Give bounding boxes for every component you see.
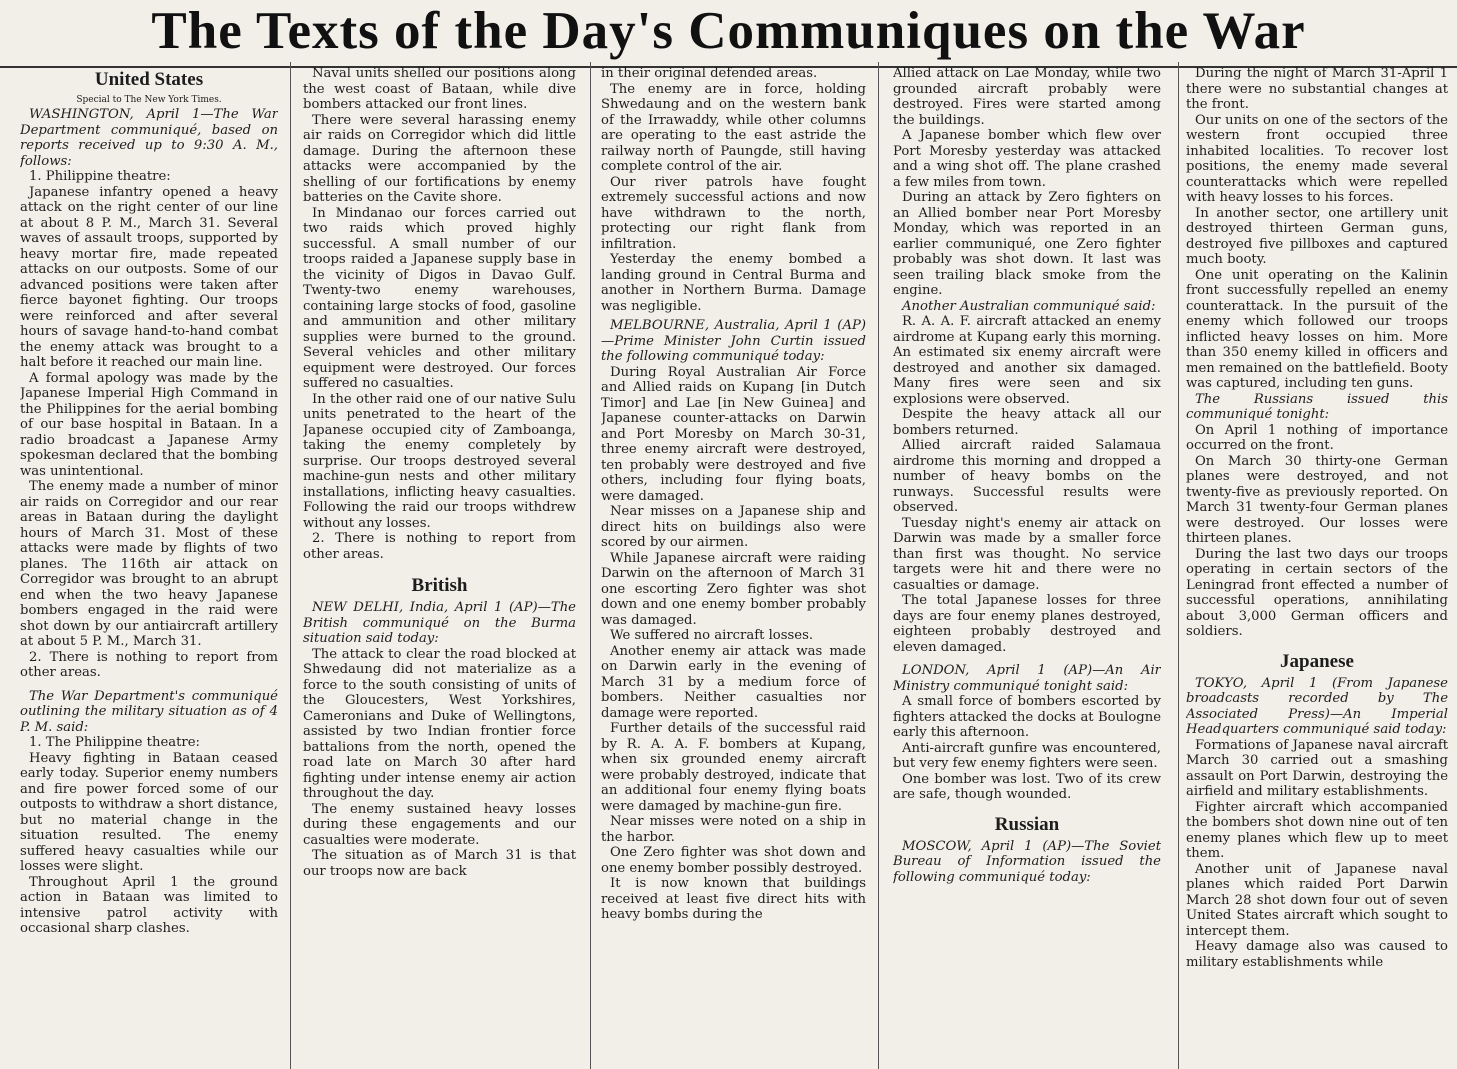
column-rule (1178, 62, 1179, 1069)
section-heading-british: British (411, 575, 468, 596)
paragraph: Despite the heavy attack all our bombers returned. (893, 407, 1161, 438)
paragraph: R. A. A. F. aircraft attacked an enemy airdrome at Kupang early this morning. An estimated six enemy aircraft were destroyed and another six damaged. Many fires were seen and six explosions were observed. (893, 314, 1161, 407)
paragraph: Near misses on a Japanese ship and direct hits on buildings also were scored by our airmen. (601, 504, 866, 550)
paragraph: During an attack by Zero fighters on an Allied bomber near Port Moresby Monday, which was reported in an earlier communiqué, one Zero fighter probably was shot down. It last was seen trailing black smoke from the engine. (893, 190, 1161, 298)
paragraph: While Japanese aircraft were raiding Darwin on the afternoon of March 31 one escorting Zero fighter was shot down and one enemy bomber probably was damaged. (601, 550, 866, 628)
paragraph: Another enemy air attack was made on Darwin early in the evening of March 31 by a medium force of bombers. Neither casualties nor damage were reported. (601, 643, 866, 721)
paragraph: The situation as of March 31 is that our troops now are back (303, 848, 576, 879)
column-5 (1186, 66, 1448, 1069)
paragraph: Near misses were noted on a ship in the harbor. (601, 814, 866, 845)
paragraph: One Zero fighter was shot down and one enemy bomber possibly destroyed. (601, 845, 866, 876)
column-2 (303, 66, 576, 1069)
paragraph: TOKYO, April 1 (From Japanese broadcasts recorded by The Associated Press)—An Imperial Headquarters communiqué said today: (1186, 675, 1448, 737)
paragraph: in their original defended areas. (601, 66, 818, 81)
paragraph: A small force of bombers escorted by fighters attacked the docks at Boulogne early this afternoon. (893, 694, 1161, 740)
paragraph: The enemy sustained heavy losses during these engagements and our casualties were moderate. (303, 801, 576, 848)
paragraph: WASHINGTON, April 1—The War Department communiqué, based on reports received up to 9:30 A. M., follows: (20, 107, 278, 169)
paragraph: Another unit of Japanese naval planes which raided Port Darwin March 28 shot down four out of seven United States aircraft which sought to intercept them. (1186, 861, 1448, 939)
paragraph: Fighter aircraft which accompanied the bombers shot down nine out of ten enemy planes which flew up to meet them. (1186, 799, 1448, 861)
paragraph: Yesterday the enemy bombed a landing ground in Central Burma and another in Northern Burma. Damage was negligible. (601, 252, 866, 314)
dateline-credit: Special to The New York Times. (76, 95, 222, 105)
paragraph: 2. There is nothing to report from other areas. (303, 531, 576, 562)
column-rule (590, 62, 591, 1069)
paragraph: NEW DELHI, India, April 1 (AP)—The British communiqué on the Burma situation said today: (303, 600, 576, 646)
column-4 (893, 66, 1161, 1069)
paragraph: Our units on one of the sectors of the western front occupied three inhabited localities. To recover lost positions, the enemy made several counterattacks which were repelled with heavy losses to his forces. (1186, 112, 1448, 205)
paragraph: 1. Philippine theatre: (29, 169, 171, 184)
paragraph: Heavy fighting in Bataan ceased early today. Superior enemy numbers and fire power forced some of our outposts to withdraw a short distance, but no material change in the situation resulted. The enemy suffered heavy casualties while our losses were slight. (20, 750, 278, 874)
paragraph: Another Australian communiqué said: (902, 298, 1156, 314)
paragraph: During the last two days our troops operating in certain sectors of the Leningrad front effected a number of successful operations, annihilating about 3,000 German officers and soldiers. (1186, 546, 1448, 639)
paragraph: During Royal Australian Air Force and Allied raids on Kupang [in Dutch Timor] and Lae [in New Guinea] and Japanese counter-attacks on Darwin and Port Moresby on March 30-31, three enemy aircraft were destroyed, ten probably were destroyed and five others, including four flying boats, were damaged. (601, 364, 866, 504)
paragraph: Further details of the successful raid by R. A. A. F. bombers at Kupang, when six grounded enemy aircraft were probably destroyed, indicate that an additional four enemy flying boats were damaged by machine-gun fire. (601, 721, 866, 814)
paragraph: 1. The Philippine theatre: (29, 735, 200, 750)
paragraph: The attack to clear the road blocked at Shwedaung did not materialize as a force to the south consisting of units of the Gloucesters, West Yorkshires, Cameronians and Duke of Wellingtons, assisted by two Indian frontier force battalions from the north, opened the road late on March 30 after hard fighting under intense enemy air action throughout the day. (303, 646, 576, 801)
paragraph: MELBOURNE, Australia, April 1 (AP)—Prime Minister John Curtin issued the following communiqué today: (601, 318, 866, 364)
paragraph: Throughout April 1 the ground action in Bataan was limited to intensive patrol activity with occasional sharp clashes. (20, 874, 278, 936)
column-rule (290, 62, 291, 1069)
paragraph: Naval units shelled our positions along the west coast of Bataan, while dive bombers attacked our front lines. (303, 66, 576, 112)
paragraph: The enemy made a number of minor air raids on Corregidor and our rear areas in Bataan during the daylight hours of March 31. Most of these attacks were made by flights of two planes. The 116th air attack on Corregidor was brought to an abrupt end when the two heavy Japanese bombers engaged in the raid were shot down by our antiaircraft artillery at about 5 P. M., March 31. (20, 479, 278, 649)
section-heading-japanese: Japanese (1280, 650, 1354, 672)
paragraph: There were several harassing enemy air raids on Corregidor which did little damage. During the afternoon these attacks were accompanied by the shelling of our fortifications by enemy batteries on the Cavite shore. (303, 112, 576, 205)
paragraph: The War Department's communiqué outlining the military situation as of 4 P. M. said: (20, 688, 278, 735)
column-rule (878, 62, 879, 1069)
paragraph: LONDON, April 1 (AP)—An Air Ministry communiqué tonight said: (893, 663, 1161, 694)
paragraph: One unit operating on the Kalinin front successfully repelled an enemy counterattack. In the pursuit of the enemy which followed our troops inflicted heavy losses on him. More than 350 enemy killed in officers and men remained on the battlefield. Booty was captured, including ten guns. (1186, 267, 1448, 391)
paragraph: In the other raid one of our native Sulu units penetrated to the heart of the Japanese occupied city of Zamboanga, taking the enemy completely by surprise. Our troops destroyed several machine-gun nests and other military installations, inflicting heavy casualties. Following the raid our troops withdrew without any losses. (303, 391, 576, 531)
paragraph: A formal apology was made by the Japanese Imperial High Command in the Philippines for the aerial bombing of our base hospital in Bataan. In a radio broadcast a Japanese Army spokesman declared that the bombing was unintentional. (20, 370, 278, 479)
paragraph: One bomber was lost. Two of its crew are safe, though wounded. (893, 771, 1161, 802)
paragraph: Japanese infantry opened a heavy attack on the right center of our line at about 8 P. M., March 31. Several waves of assault troops, supported by heavy mortar fire, made repeated attacks on our outposts. Some of our advanced positions were taken after fierce bayonet fighting. Our troops were reinforced and after several hours of savage hand-to-hand combat the enemy attack was brought to a halt before it reached our main line. (20, 184, 278, 370)
paragraph: The Russians issued this communiqué tonight: (1186, 391, 1448, 422)
paragraph: On March 30 thirty-one German planes were destroyed, and not twenty-five as previously reported. On March 31 twenty-four German planes were destroyed. Our losses were thirteen planes. (1186, 453, 1448, 546)
paragraph: In another sector, one artillery unit destroyed thirteen German guns, destroyed five pillboxes and captured much booty. (1186, 205, 1448, 267)
section-heading-russian: Russian (994, 813, 1060, 835)
paragraph: The total Japanese losses for three days are four enemy planes destroyed, eighteen probably destroyed and eleven damaged. (893, 593, 1161, 655)
paragraph: Our river patrols have fought extremely successful actions and now have withdrawn to the north, protecting our right flank from infiltration. (601, 174, 866, 252)
section-heading-united-states: United States (94, 69, 204, 90)
paragraph: A Japanese bomber which flew over Port Moresby yesterday was attacked and a wing shot off. The plane crashed a few miles from town. (893, 128, 1161, 190)
page-headline: The Texts of the Day's Communiques on the War (0, 0, 1457, 68)
paragraph: On April 1 nothing of importance occurred on the front. (1186, 422, 1448, 453)
paragraph: Allied aircraft raided Salamaua airdrome this morning and dropped a number of heavy bombs on the runways. Successful results were observed. (893, 438, 1161, 515)
paragraph: We suffered no aircraft losses. (610, 628, 814, 643)
paragraph: The enemy are in force, holding Shwedaung and on the western bank of the Irrawaddy, while other columns are operating to the east astride the railway north of Paungde, still having complete control of the air. (601, 81, 866, 174)
paragraph: MOSCOW, April 1 (AP)—The Soviet Bureau of Information issued the following communiqué today: (893, 838, 1161, 885)
paragraph: It is now known that buildings received at least five direct hits with heavy bombs during the (601, 876, 866, 922)
column-3 (601, 66, 866, 1069)
paragraph: In Mindanao our forces carried out two raids which proved highly successful. A small number of our troops raided a Japanese supply base in the vicinity of Digos in Davao Gulf. Twenty-two enemy warehouses, containing large stocks of food, gasoline and ammunition and other military supplies were burned to the ground. Several vehicles and other military equipment were destroyed. Our forces suffered no casualties. (303, 205, 576, 391)
paragraph: Allied attack on Lae Monday, while two grounded aircraft probably were destroyed. Fires were started among the buildings. (893, 66, 1161, 128)
paragraph: During the night of March 31-April 1 there were no substantial changes at the front. (1186, 66, 1448, 112)
paragraph: 2. There is nothing to report from other areas. (20, 649, 278, 680)
paragraph: Heavy damage also was caused to military establishments while (1186, 939, 1448, 970)
column-1 (20, 66, 278, 1069)
paragraph: Tuesday night's enemy air attack on Darwin was made by a smaller force than first was thought. No service targets were hit and there were no casualties or damage. (893, 515, 1161, 593)
paragraph: Anti-aircraft gunfire was encountered, but very few enemy fighters were seen. (893, 740, 1161, 771)
paragraph: Formations of Japanese naval aircraft March 30 carried out a smashing assault on Port Darwin, destroying the airfield and military establishments. (1186, 737, 1448, 799)
